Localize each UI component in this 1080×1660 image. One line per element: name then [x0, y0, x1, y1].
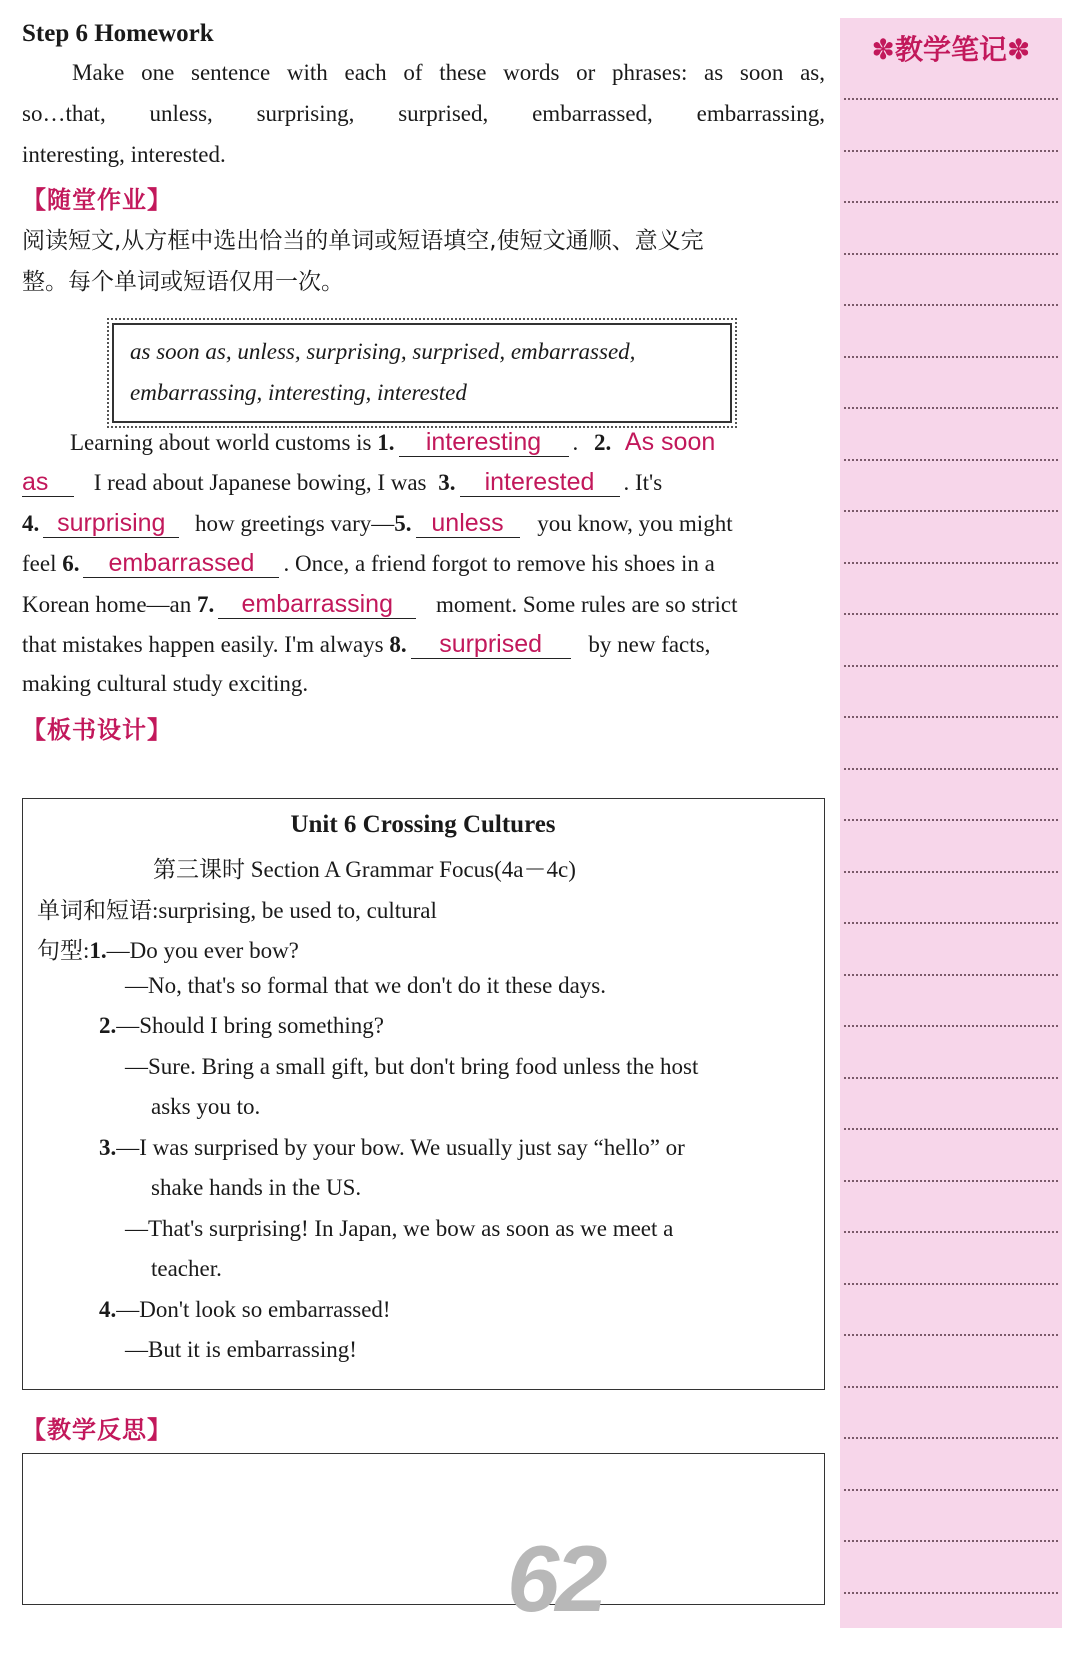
board-sentence-2-answer-1: —Sure. Bring a small gift, but don't bring food unless the host: [125, 1054, 699, 1079]
note-line: [844, 922, 1058, 924]
board-sentence-3-answer-2: teacher.: [151, 1256, 222, 1281]
board-sentence-1: 句型:1.—Do you ever bow?: [37, 938, 299, 963]
answer-blank: surprised: [411, 630, 571, 659]
board-sentence-4-answer: —But it is embarrassing!: [125, 1337, 357, 1362]
answer-blank: interesting: [399, 428, 569, 457]
note-line: [844, 1386, 1058, 1388]
word-box-line-1: as soon as, unless, surprising, surprised, embarrassed,: [130, 339, 636, 364]
note-line: [844, 304, 1058, 306]
note-line: [844, 974, 1058, 976]
note-line: [844, 459, 1058, 461]
board-sentence-2-answer-2: asks you to.: [151, 1094, 261, 1119]
note-line: [844, 1592, 1058, 1594]
blank-number: 2.: [594, 430, 612, 455]
note-line: [844, 98, 1058, 100]
assignment-instruction-1: 阅读短文,从方框中选出恰当的单词或短语填空,使短文通顺、意义完: [22, 228, 704, 254]
word-box: [112, 323, 732, 423]
note-line: [844, 613, 1058, 615]
note-line: [844, 150, 1058, 152]
blank-number: 8.: [389, 632, 407, 657]
passage-line-7: making cultural study exciting.: [22, 671, 309, 696]
blank-number: 6.: [62, 551, 80, 576]
blank-number: 4.: [22, 511, 40, 536]
homework-line-1: Make one sentence with each of these words or phrases: as soon as,: [72, 60, 825, 85]
note-line: [844, 1437, 1058, 1439]
note-line: [844, 510, 1058, 512]
note-line: [844, 356, 1058, 358]
notes-title: ✽教学笔记✽: [871, 33, 1031, 66]
word-box-line-2: embarrassing, interesting, interested: [130, 380, 467, 405]
reflection-heading: 【教学反思】: [22, 1416, 172, 1444]
note-line: [844, 665, 1058, 667]
note-line: [844, 1231, 1058, 1233]
answer-blank: surprising: [43, 509, 179, 538]
note-line: [844, 716, 1058, 718]
board-sentence-3: 3.—I was surprised by your bow. We usually just say “hello” or: [99, 1135, 685, 1160]
note-line: [844, 1180, 1058, 1182]
note-line: [844, 819, 1058, 821]
homework-title: Step 6 Homework: [22, 20, 214, 47]
passage-line-4: feel 6. embarrassed . Once, a friend forgot to remove his shoes in a: [22, 549, 715, 577]
homework-line-3: interesting, interested.: [22, 142, 226, 167]
passage-line-6: that mistakes happen easily. I'm always 8. surprised by new facts,: [22, 630, 711, 658]
board-subtitle: 第三课时 Section A Grammar Focus(4a－4c): [153, 857, 576, 882]
blank-number: 5.: [394, 511, 412, 536]
reflection-box: [22, 1453, 825, 1605]
note-line: [844, 1283, 1058, 1285]
note-line: [844, 1025, 1058, 1027]
sentence-label: 句型:: [37, 938, 90, 963]
board-vocab: 单词和短语:surprising, be used to, cultural: [37, 898, 437, 923]
assignment-heading: 【随堂作业】: [22, 186, 172, 214]
answer-blank: embarrassed: [83, 549, 279, 578]
note-line: [844, 1077, 1058, 1079]
board-heading: 【板书设计】: [22, 716, 172, 744]
notes-sidebar: [840, 18, 1062, 1628]
passage-line-1: Learning about world customs is 1. interesting . 2. As soon: [70, 428, 716, 456]
answer-blank: embarrassing: [218, 590, 416, 619]
blank-number: 7.: [197, 592, 215, 617]
note-line: [844, 201, 1058, 203]
homework-line-2: so…that, unless, surprising, surprised, embarrassed, embarrassing,: [22, 101, 825, 126]
note-line: [844, 407, 1058, 409]
board-sentence-1-answer: —No, that's so formal that we don't do it these days.: [125, 973, 606, 998]
note-line: [844, 871, 1058, 873]
note-line: [844, 562, 1058, 564]
board-sentence-4: 4.—Don't look so embarrassed!: [99, 1297, 391, 1322]
blank-number: 1.: [377, 430, 395, 455]
passage-line-2: as I read about Japanese bowing, I was 3. interested . It's: [22, 468, 663, 496]
note-line: [844, 768, 1058, 770]
note-line: [844, 1128, 1058, 1130]
board-design-box: [22, 798, 825, 1390]
page-number: 62: [507, 1526, 604, 1631]
passage-line-5: Korean home—an 7. embarrassing moment. Some rules are so strict: [22, 590, 738, 618]
board-sentence-3-answer-1: —That's surprising! In Japan, we bow as soon as we meet a: [125, 1216, 674, 1241]
assignment-instruction-2: 整。每个单词或短语仅用一次。: [22, 269, 344, 295]
note-line: [844, 253, 1058, 255]
note-line: [844, 1489, 1058, 1491]
passage-line-3: 4. surprising how greetings vary—5. unless you know, you might: [22, 509, 733, 537]
note-line: [844, 1334, 1058, 1336]
answer-blank: as: [22, 468, 74, 497]
board-title: Unit 6 Crossing Cultures: [290, 811, 556, 838]
answer-blank: unless: [416, 509, 520, 538]
answer-blank: interested: [460, 468, 620, 497]
note-line: [844, 1540, 1058, 1542]
board-sentence-2: 2.—Should I bring something?: [99, 1013, 384, 1038]
answer-blank: As soon: [624, 428, 716, 456]
blank-number: 3.: [438, 470, 456, 495]
board-sentence-3-cont: shake hands in the US.: [151, 1175, 362, 1200]
